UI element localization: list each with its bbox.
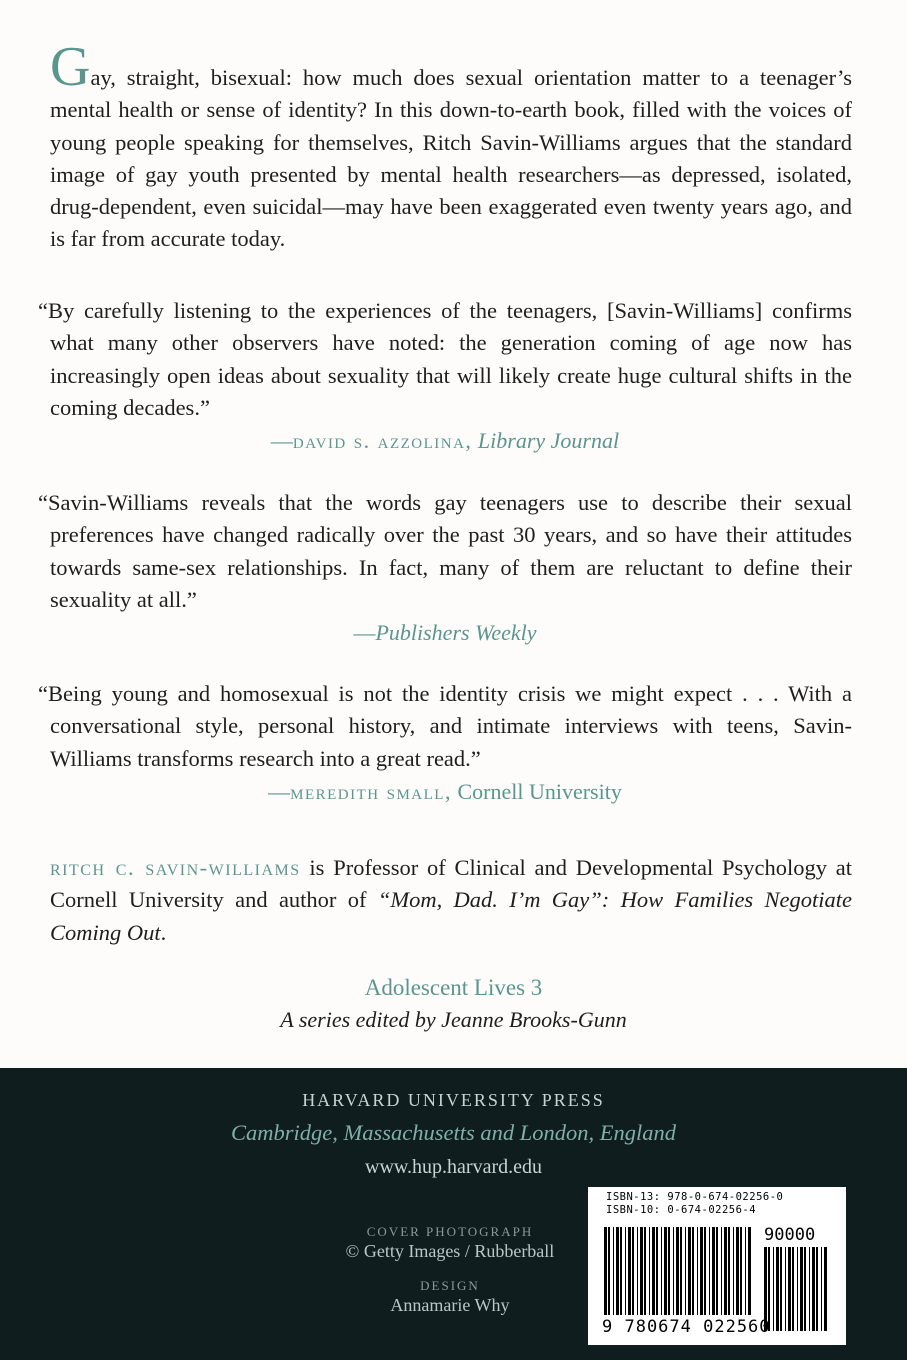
barcode-bar xyxy=(745,1227,746,1315)
barcode-bar xyxy=(644,1227,646,1315)
bio-text: is Professor of Clinical and Developmental Psychology at Cornell University and author of xyxy=(50,855,852,913)
review-attribution xyxy=(38,428,852,454)
barcode-bar xyxy=(785,1247,786,1331)
dash: — xyxy=(268,778,291,804)
barcode-bar xyxy=(824,1247,827,1331)
blurb-text: ay, straight, bisexual: how much does sexual orientation matter to a teenager’s mental health or sense of identity? In this down-to-earth book, filled with the voices of young people speaking for themselves, Ritch Savin-Williams argues that the standard image of gay youth presented by mental health researchers—as depressed, isolated, drug-dependent, even suicidal—may have been exaggerated even twenty years ago, and is far from accurate today. xyxy=(50,65,852,252)
barcode-bar xyxy=(604,1227,607,1315)
drop-cap: G xyxy=(50,36,91,98)
barcode-bar xyxy=(613,1227,614,1315)
barcode-bar xyxy=(809,1247,810,1331)
series-title: Adolescent Lives 3 xyxy=(364,975,543,1000)
publisher-website: www.hup.harvard.edu xyxy=(365,1156,542,1178)
barcode-bar xyxy=(812,1247,815,1331)
barcode-bar xyxy=(721,1227,722,1315)
barcode-bar xyxy=(637,1227,638,1315)
barcode-bar xyxy=(632,1227,634,1315)
review-author: david s. azzolina, xyxy=(292,428,473,454)
barcode-bar xyxy=(740,1227,742,1315)
barcode-bar xyxy=(800,1247,803,1331)
barcode-bar xyxy=(620,1227,622,1315)
barcode-bar xyxy=(780,1247,782,1331)
barcode-bar xyxy=(608,1227,610,1315)
barcode-bar xyxy=(661,1227,662,1315)
photo-label: COVER PHOTOGRAPH xyxy=(366,1224,534,1239)
review-2 xyxy=(38,487,852,646)
designer-name: Annamarie Why xyxy=(390,1295,510,1315)
barcode-bar xyxy=(656,1227,658,1315)
review-author: meredith small, xyxy=(290,778,452,804)
barcode-bar xyxy=(700,1227,703,1315)
barcode-bars-main xyxy=(604,1227,754,1317)
barcode-bars-addon xyxy=(764,1247,830,1331)
review-source: Library Journal xyxy=(477,428,620,454)
review-3 xyxy=(38,678,852,805)
review-source: Publishers Weekly xyxy=(375,620,537,646)
barcode-bar xyxy=(628,1227,631,1315)
design-label: DESIGN xyxy=(420,1278,480,1293)
barcode-bar xyxy=(797,1247,798,1331)
barcode-bar xyxy=(680,1227,682,1315)
price-code: 90000 xyxy=(764,1225,816,1245)
barcode-bar xyxy=(736,1227,739,1315)
barcode-bar xyxy=(724,1227,727,1315)
isbn10: ISBN-10: 0-674-02256-4 xyxy=(606,1204,757,1216)
barcode-bar xyxy=(728,1227,730,1315)
barcode-bar xyxy=(804,1247,806,1331)
barcode-bar xyxy=(733,1227,734,1315)
design-credit-block xyxy=(290,1278,610,1316)
photo-credit-block xyxy=(290,1224,610,1262)
publisher-location: Cambridge, Massachusetts and London, England xyxy=(230,1120,676,1145)
barcode-bar xyxy=(688,1227,691,1315)
photo-credit: © Getty Images / Rubberball xyxy=(345,1241,555,1261)
barcode-bar xyxy=(792,1247,794,1331)
description-blurb xyxy=(50,36,852,256)
review-quote: “Savin-Williams reveals that the words gay teenagers use to describe their sexual preferences have changed radically over the past 30 years, and so have their attitudes towards same-sex relationships. In fact, many of them are reluctant to define their sexuality at all.” xyxy=(38,490,852,612)
barcode-bar xyxy=(616,1227,619,1315)
dash: — xyxy=(353,620,376,646)
barcode-bar xyxy=(685,1227,686,1315)
barcode-bar xyxy=(649,1227,650,1315)
barcode-bar xyxy=(788,1247,791,1331)
barcode-bar xyxy=(709,1227,710,1315)
barcode-bar xyxy=(816,1247,818,1331)
barcode-bar xyxy=(625,1227,626,1315)
barcode-bar xyxy=(712,1227,715,1315)
dash: — xyxy=(270,428,293,454)
series-editor: A series edited by Jeanne Brooks-Gunn xyxy=(280,1007,627,1032)
barcode-bar xyxy=(748,1227,751,1315)
book-title: “Mom, Dad. I’m Gay”: How Families Negotiate Coming Out xyxy=(50,887,852,945)
bio-end: . xyxy=(160,919,167,945)
barcode-bar xyxy=(697,1227,698,1315)
author-bio xyxy=(50,852,852,949)
barcode-bar xyxy=(716,1227,718,1315)
review-1 xyxy=(38,295,852,454)
barcode-bar xyxy=(704,1227,706,1315)
review-attribution xyxy=(38,779,852,805)
isbn13: ISBN-13: 978-0-674-02256-0 xyxy=(606,1191,784,1203)
ean-number: 9 780674 022560 xyxy=(602,1317,771,1337)
barcode-bar xyxy=(821,1247,822,1331)
barcode-bar xyxy=(692,1227,694,1315)
review-quote: “By carefully listening to the experiences of the teenagers, [Savin-Williams] confirms what many other observers have noted: the generation coming of age now has increasingly open ideas about sexuality that will likely create huge cultural shifts in the coming decades.” xyxy=(38,298,852,420)
barcode-bar xyxy=(773,1247,774,1331)
barcode-bar xyxy=(640,1227,643,1315)
barcode xyxy=(588,1187,846,1345)
barcode-bar xyxy=(664,1227,667,1315)
author-name: ritch c. savin-williams xyxy=(50,855,301,880)
barcode-bar xyxy=(676,1227,679,1315)
review-source: Cornell University xyxy=(457,778,622,804)
barcode-bar xyxy=(776,1247,779,1331)
series-info xyxy=(0,972,907,1036)
barcode-bar xyxy=(652,1227,655,1315)
review-quote: “Being young and homosexual is not the identity crisis we might expect . . . With a conversational style, personal history, and intimate interviews with teens, Savin-Williams transforms research into a great read.” xyxy=(38,681,852,771)
barcode-bar xyxy=(668,1227,670,1315)
barcode-bar xyxy=(673,1227,674,1315)
publisher-name: HARVARD UNIVERSITY PRESS xyxy=(302,1090,605,1110)
review-attribution xyxy=(38,620,852,646)
